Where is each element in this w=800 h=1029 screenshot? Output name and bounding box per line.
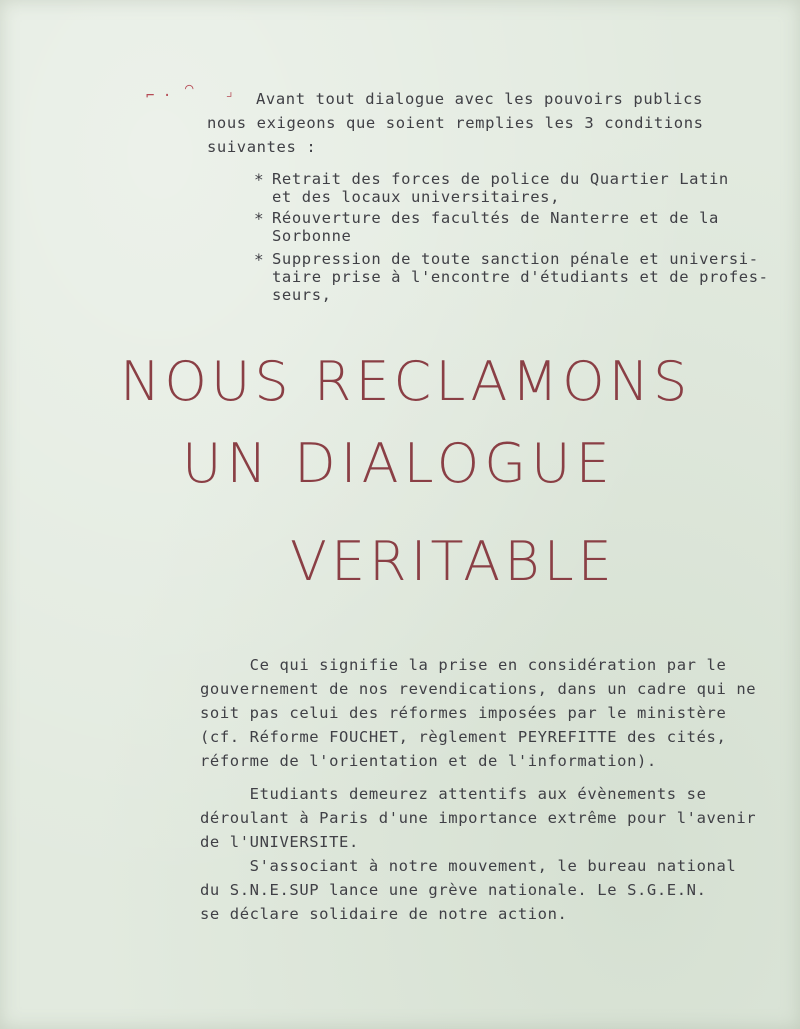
- bullet-star: *: [254, 170, 264, 189]
- intro-line: Avant tout dialogue avec les pouvoirs publics: [256, 90, 703, 108]
- intro-line: suivantes :: [207, 138, 317, 156]
- headline-line-2: UN DIALOGUE: [182, 432, 615, 495]
- condition-text: seurs,: [272, 286, 332, 304]
- intro-line: nous exigeons que soient remplies les 3 conditions: [207, 114, 704, 132]
- body-line: déroulant à Paris d'une importance extrême pour l'avenir: [200, 809, 757, 827]
- headline-line-1: NOUS RECLAMONS: [120, 350, 692, 413]
- condition-text: Sorbonne: [272, 227, 352, 245]
- ink-mark: ⌒: [185, 80, 194, 96]
- body-line: (cf. Réforme FOUCHET, règlement PEYREFITTE des cités,: [200, 728, 727, 746]
- ink-mark: ⌐ ·: [146, 88, 172, 104]
- condition-text: Réouverture des facultés de Nanterre et de la: [272, 209, 719, 227]
- ink-mark: ⌟: [225, 84, 234, 100]
- body-line: S'associant à notre mouvement, le bureau national: [200, 857, 737, 875]
- body-line: du S.N.E.SUP lance une grève nationale. Le S.G.E.N.: [200, 881, 707, 899]
- body-line: soit pas celui des réformes imposées par le ministère: [200, 704, 727, 722]
- condition-text: et des locaux universitaires,: [272, 188, 561, 206]
- body-line: de l'UNIVERSITE.: [200, 833, 359, 851]
- bullet-star: *: [254, 250, 264, 269]
- body-line: Ce qui signifie la prise en considération par le: [200, 656, 727, 674]
- bullet-star: *: [254, 209, 264, 228]
- body-line: gouvernement de nos revendications, dans un cadre qui ne: [200, 680, 757, 698]
- condition-text: Retrait des forces de police du Quartier Latin: [272, 170, 729, 188]
- condition-text: Suppression de toute sanction pénale et universi-: [272, 250, 759, 268]
- body-line: se déclare solidaire de notre action.: [200, 905, 568, 923]
- body-line: Etudiants demeurez attentifs aux évènements se: [200, 785, 707, 803]
- condition-text: taire prise à l'encontre d'étudiants et de profes-: [272, 268, 769, 286]
- body-line: réforme de l'orientation et de l'information).: [200, 752, 657, 770]
- headline-line-3: VERITABLE: [290, 530, 616, 593]
